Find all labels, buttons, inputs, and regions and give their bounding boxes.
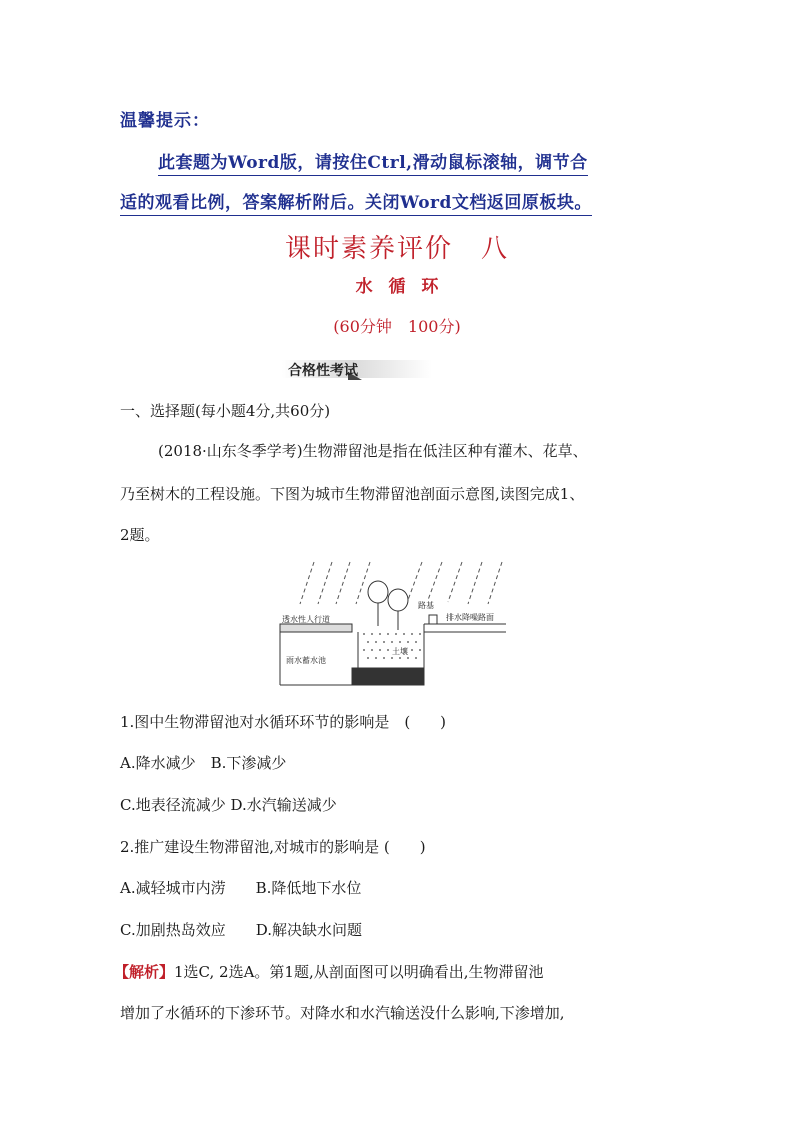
analysis-line-2: 增加了水循环的下渗环节。对降水和水汽输送没什么影响,下渗增加, xyxy=(120,1004,565,1022)
question-2: 2.推广建设生物滞留池,对城市的影响是 ( ) xyxy=(120,838,426,856)
section-heading: 一、选择题(每小题4分,共60分) xyxy=(120,402,331,420)
label-soil: 土壤 xyxy=(392,647,408,656)
question-2-options-ab: A.减轻城市内涝 B.降低地下水位 xyxy=(120,879,362,897)
page-title: 课时素养评价 八 xyxy=(284,234,509,264)
question-1-options-cd: C.地表径流减少 D.水汽输送减少 xyxy=(120,796,337,814)
tip-line-2: 适的观看比例，答案解析附后。关闭Word文档返回原板块。 xyxy=(120,188,592,216)
bioretention-diagram xyxy=(274,560,514,690)
question-1: 1.图中生物滞留池对水循环环节的影响是 ( ) xyxy=(120,713,447,731)
label-roadbed: 路基 xyxy=(418,601,434,610)
analysis-line-1 xyxy=(114,962,544,982)
intro-line-1: (2018·山东冬季学考)生物滞留池是指在低洼区种有灌木、花草、 xyxy=(158,442,588,460)
lesson-subtitle: 水 循 环 xyxy=(355,277,439,297)
intro-line-3: 2题。 xyxy=(120,526,160,544)
label-sidewalk: 透水性人行道 xyxy=(282,615,330,624)
question-2-options-cd: C.加剧热岛效应 D.解决缺水问题 xyxy=(120,921,362,939)
tip-title: 温馨提示： xyxy=(120,111,210,131)
question-1-options-ab: A.降水减少 B.下渗减少 xyxy=(120,754,287,772)
time-score: (60分钟 100分) xyxy=(333,317,461,336)
trees xyxy=(368,581,408,630)
section-tag-label: 合格性考试 xyxy=(288,363,358,379)
label-tank: 雨水蓄水池 xyxy=(286,656,326,665)
tip-line-1: 此套题为Word版，请按住Ctrl,滑动鼠标滚轴，调节合 xyxy=(158,148,588,176)
analysis-text-1: 1选C, 2选A。第1题,从剖面图可以明确看出,生物滞留池 xyxy=(174,963,544,981)
analysis-tag: 【解析】 xyxy=(114,963,175,981)
intro-line-2: 乃至树木的工程设施。下图为城市生物滞留池剖面示意图,读图完成1、 xyxy=(120,485,585,503)
label-road: 排水降噪路面 xyxy=(446,613,494,622)
section-tag xyxy=(282,360,442,380)
